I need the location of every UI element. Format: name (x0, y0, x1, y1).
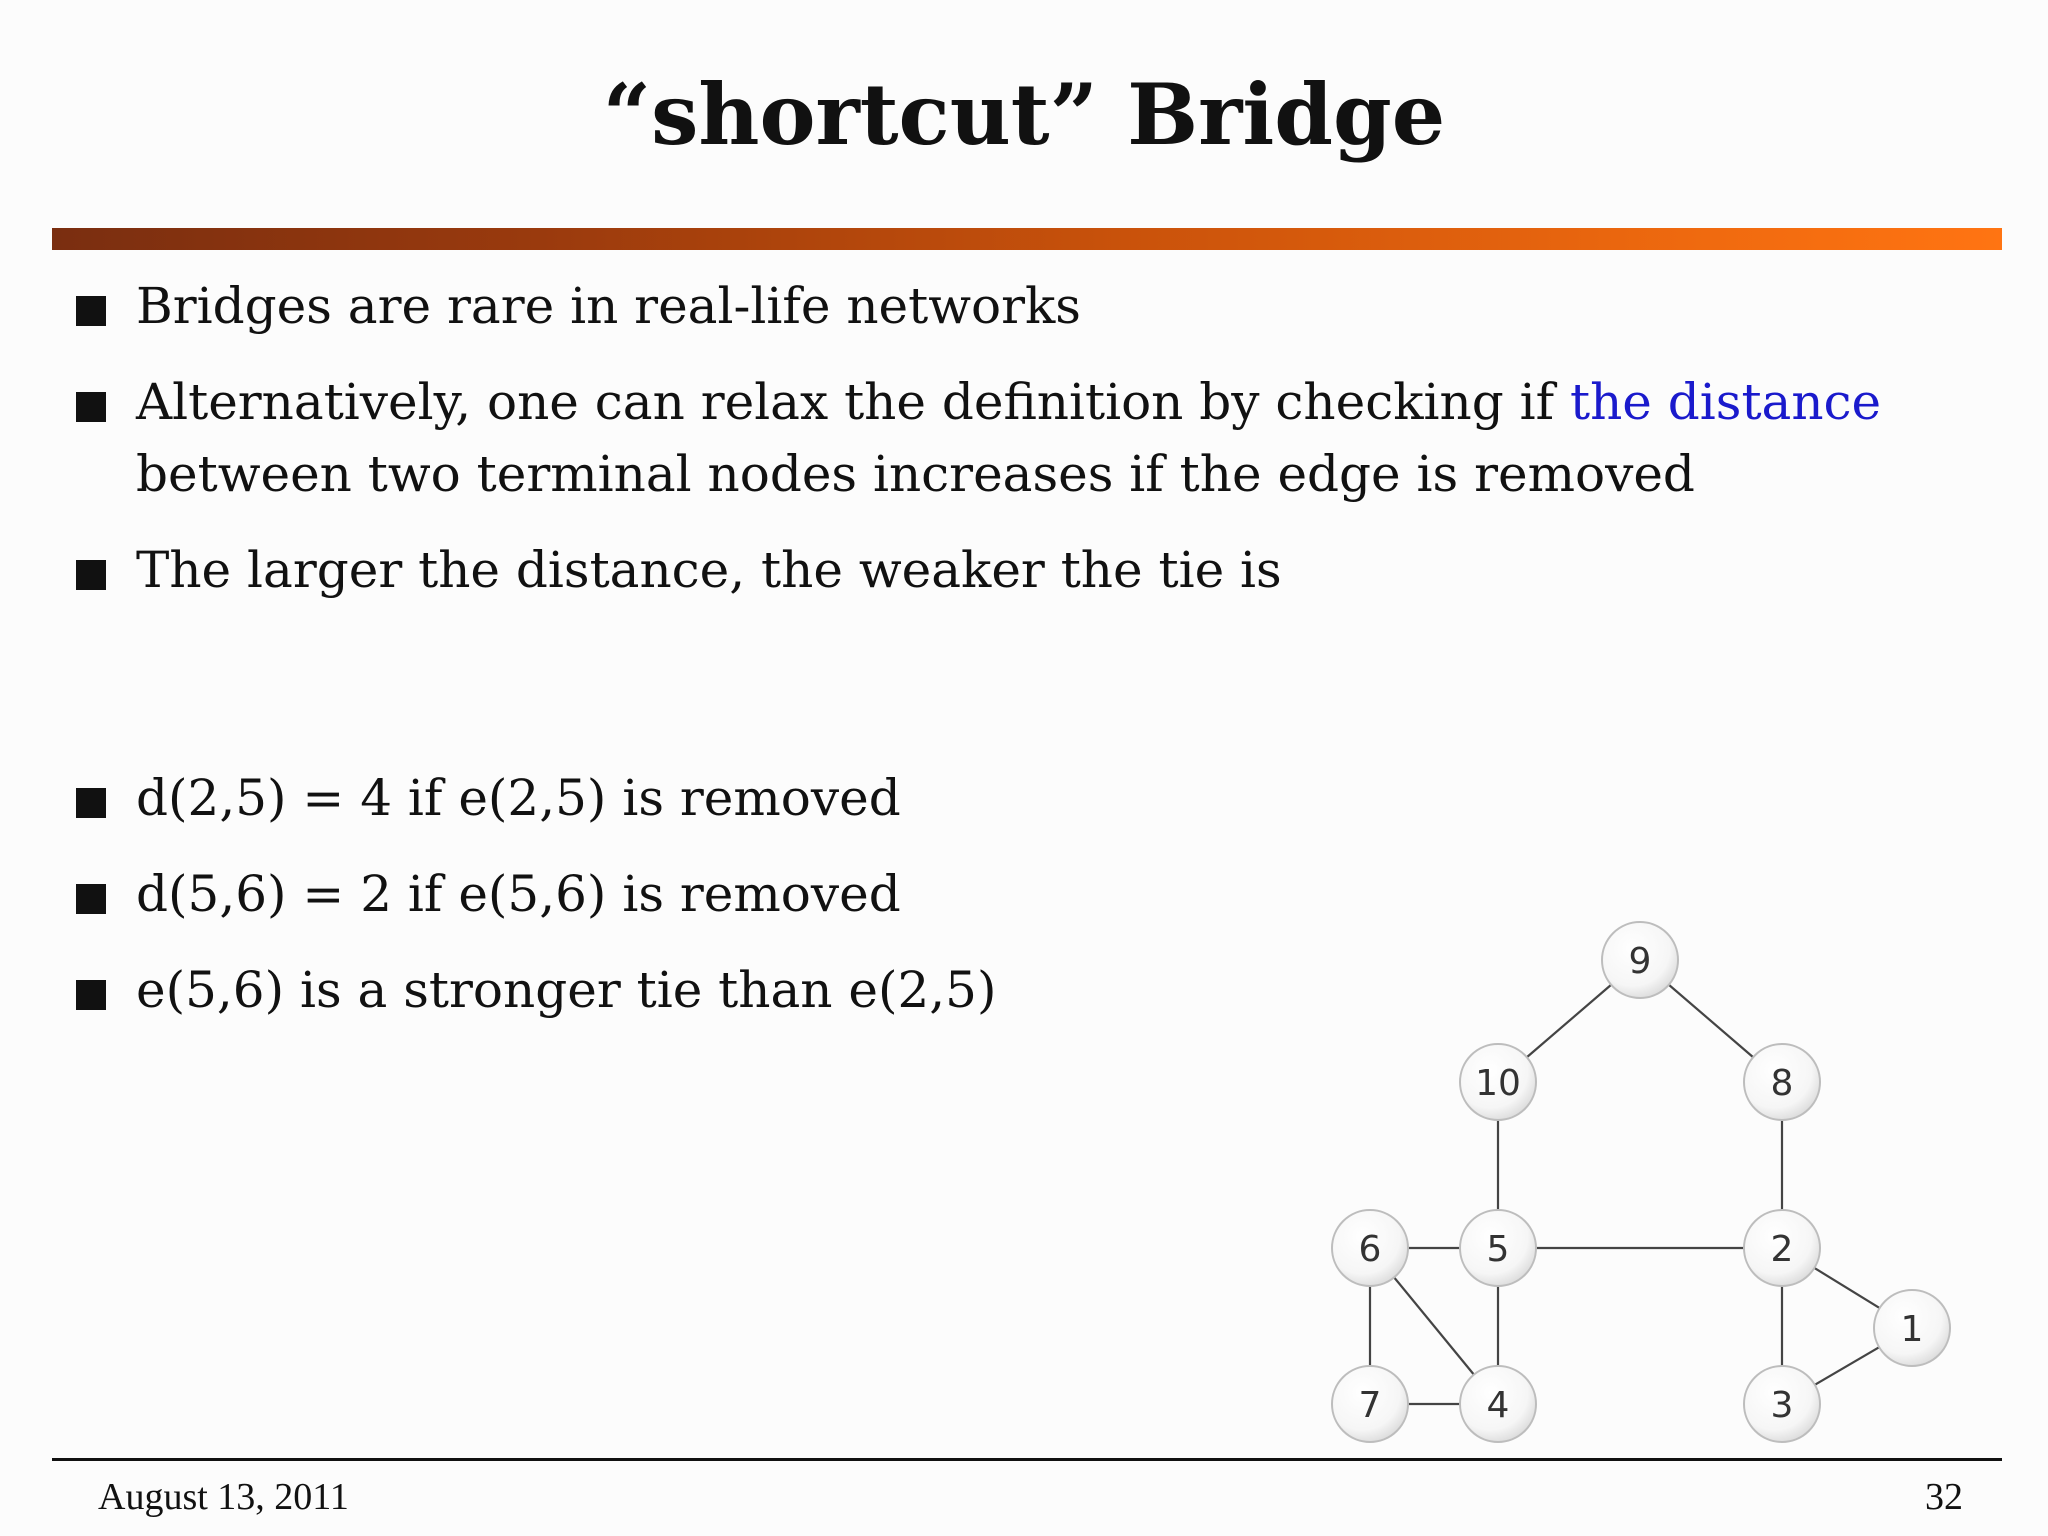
highlighted-phrase: the distance (1570, 373, 1882, 431)
graph-node-2 (1744, 1210, 1820, 1286)
graph-edge-3-1 (1815, 1347, 1879, 1385)
graph-node-label: 4 (1486, 1385, 1510, 1426)
bullet-text-part: Alternatively, one can relax the definition by checking if (136, 373, 1571, 431)
bullet-text (136, 366, 1936, 510)
slide-title: “shortcut” Bridge (602, 65, 1446, 164)
bullet-square-icon (76, 980, 106, 1010)
bullet-item (76, 270, 1936, 342)
graph-node-8 (1744, 1044, 1820, 1120)
graph-edge-9-10 (1527, 985, 1611, 1057)
network-graph (1300, 900, 2000, 1460)
graph-edge-6-4 (1394, 1277, 1474, 1374)
bullet-square-icon (76, 884, 106, 914)
graph-edge-2-1 (1814, 1268, 1879, 1308)
bullet-text: e(5,6) is a stronger tie than e(2,5) (136, 961, 997, 1019)
footer-date: August 13, 2011 (98, 1476, 349, 1518)
bullet-square-icon (76, 788, 106, 818)
graph-node-label: 6 (1358, 1229, 1382, 1270)
bullet-text: Bridges are rare in real-life networks (136, 277, 1081, 335)
graph-edges (1370, 985, 1880, 1404)
graph-node-9 (1602, 922, 1678, 998)
graph-node-6 (1332, 1210, 1408, 1286)
graph-node-label: 9 (1628, 941, 1652, 982)
graph-edge-9-8 (1669, 985, 1753, 1057)
bullet-square-icon (76, 296, 106, 326)
graph-node-label: 7 (1358, 1385, 1382, 1426)
graph-node-7 (1332, 1366, 1408, 1442)
page-number: 32 (1925, 1476, 1963, 1518)
graph-node-label: 2 (1770, 1229, 1794, 1270)
footer-divider (52, 1458, 2002, 1461)
graph-node-5 (1460, 1210, 1536, 1286)
bullet-square-icon (76, 392, 106, 422)
graph-node-label: 1 (1900, 1309, 1924, 1350)
bullet-item (76, 762, 1936, 834)
bullet-text: The larger the distance, the weaker the tie is (136, 541, 1282, 599)
bullet-item (76, 534, 1936, 606)
graph-node-label: 8 (1770, 1063, 1794, 1104)
bullet-text-part: between two terminal nodes increases if the edge is removed (136, 445, 1695, 503)
bullet-text: d(5,6) = 2 if e(5,6) is removed (136, 865, 901, 923)
graph-node-1 (1874, 1290, 1950, 1366)
graph-node-3 (1744, 1366, 1820, 1442)
graph-node-label: 3 (1770, 1385, 1794, 1426)
graph-node-4 (1460, 1366, 1536, 1442)
title-divider (52, 228, 2002, 250)
bullet-item (76, 366, 1936, 510)
bullet-square-icon (76, 560, 106, 590)
bullet-text: d(2,5) = 4 if e(2,5) is removed (136, 769, 901, 827)
graph-nodes (1332, 922, 1950, 1442)
graph-node-label: 10 (1475, 1063, 1521, 1104)
graph-node-10 (1460, 1044, 1536, 1120)
graph-node-label: 5 (1486, 1229, 1510, 1270)
